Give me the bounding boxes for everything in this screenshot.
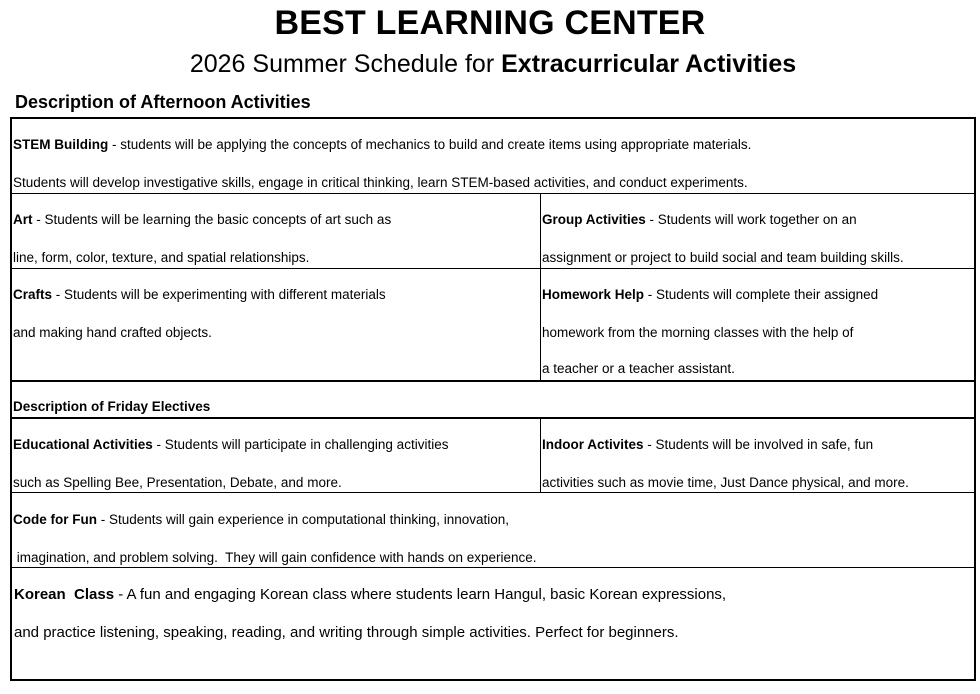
column-divider	[540, 418, 541, 493]
crafts-text-1: - Students will be experimenting with different materials	[52, 287, 386, 302]
row-divider	[12, 417, 974, 419]
homework-line-1	[542, 287, 878, 302]
stem-text-1: - students will be applying the concepts of mechanics to build and create items using appropriate materials.	[108, 137, 752, 152]
art-title: Art	[13, 212, 33, 227]
crafts-line-1	[13, 287, 386, 302]
stem-line-1	[13, 137, 751, 152]
art-line-1	[13, 212, 391, 227]
indoor-text-1: - Students will be involved in safe, fun	[643, 437, 874, 452]
educational-line-1	[13, 437, 448, 452]
educational-line-2: such as Spelling Bee, Presentation, Debate, and more.	[13, 475, 342, 490]
homework-line-3: a teacher or a teacher assistant.	[542, 361, 735, 376]
subtitle-plain: 2026 Summer Schedule for	[189, 50, 502, 78]
code-text-1: - Students will gain experience in computational thinking, innovation,	[97, 512, 509, 527]
indoor-title: Indoor Activites	[542, 437, 644, 452]
crafts-title: Crafts	[13, 287, 53, 302]
homework-text-1: - Students will complete their assigned	[644, 287, 879, 302]
friday-heading-text: Description of Friday Electives	[13, 399, 211, 414]
art-text-1: - Students will be learning the basic concepts of art such as	[32, 212, 392, 227]
code-line-1	[13, 512, 509, 527]
code-line-2: imagination, and problem solving. They will gain confidence with hands on experience.	[13, 550, 537, 565]
column-divider	[540, 193, 541, 381]
korean-line-2: and practice listening, speaking, reading, and writing through simple activities. Perfect for beginners.	[14, 624, 679, 641]
stem-line-2: Students will develop investigative skills, engage in critical thinking, learn STEM-based activities, and conduct experiments.	[13, 175, 748, 190]
educational-text-1: - Students will participate in challenging activities	[152, 437, 449, 452]
schedule-table	[10, 117, 976, 681]
educational-title: Educational Activities	[13, 437, 153, 452]
crafts-line-2: and making hand crafted objects.	[13, 325, 212, 340]
code-title: Code for Fun	[13, 512, 97, 527]
group-line-1	[542, 212, 857, 227]
homework-line-2: homework from the morning classes with the help of	[542, 325, 854, 340]
page-subtitle	[0, 48, 980, 80]
indoor-line-2: activities such as movie time, Just Dance physical, and more.	[542, 475, 909, 490]
art-line-2: line, form, color, texture, and spatial relationships.	[13, 250, 310, 265]
group-title: Group Activities	[542, 212, 646, 227]
korean-line-1	[14, 586, 726, 603]
korean-text-1: - A fun and engaging Korean class where students learn Hangul, basic Korean expressions,	[114, 586, 727, 603]
afternoon-section-heading: Description of Afternoon Activities	[15, 92, 311, 112]
row-divider	[12, 380, 974, 382]
row-divider	[12, 268, 974, 269]
korean-title: Korean Class	[14, 586, 115, 603]
row-divider	[12, 193, 974, 194]
row-divider	[12, 567, 974, 568]
indoor-line-1	[542, 437, 873, 452]
group-text-1: - Students will work together on an	[645, 212, 857, 227]
group-line-2: assignment or project to build social and team building skills.	[542, 250, 904, 265]
stem-title: STEM Building	[13, 137, 109, 152]
subtitle-bold: Extracurricular Activities	[501, 50, 797, 78]
page-title: BEST LEARNING CENTER	[274, 4, 706, 42]
row-divider	[12, 492, 974, 493]
homework-title: Homework Help	[542, 287, 645, 302]
